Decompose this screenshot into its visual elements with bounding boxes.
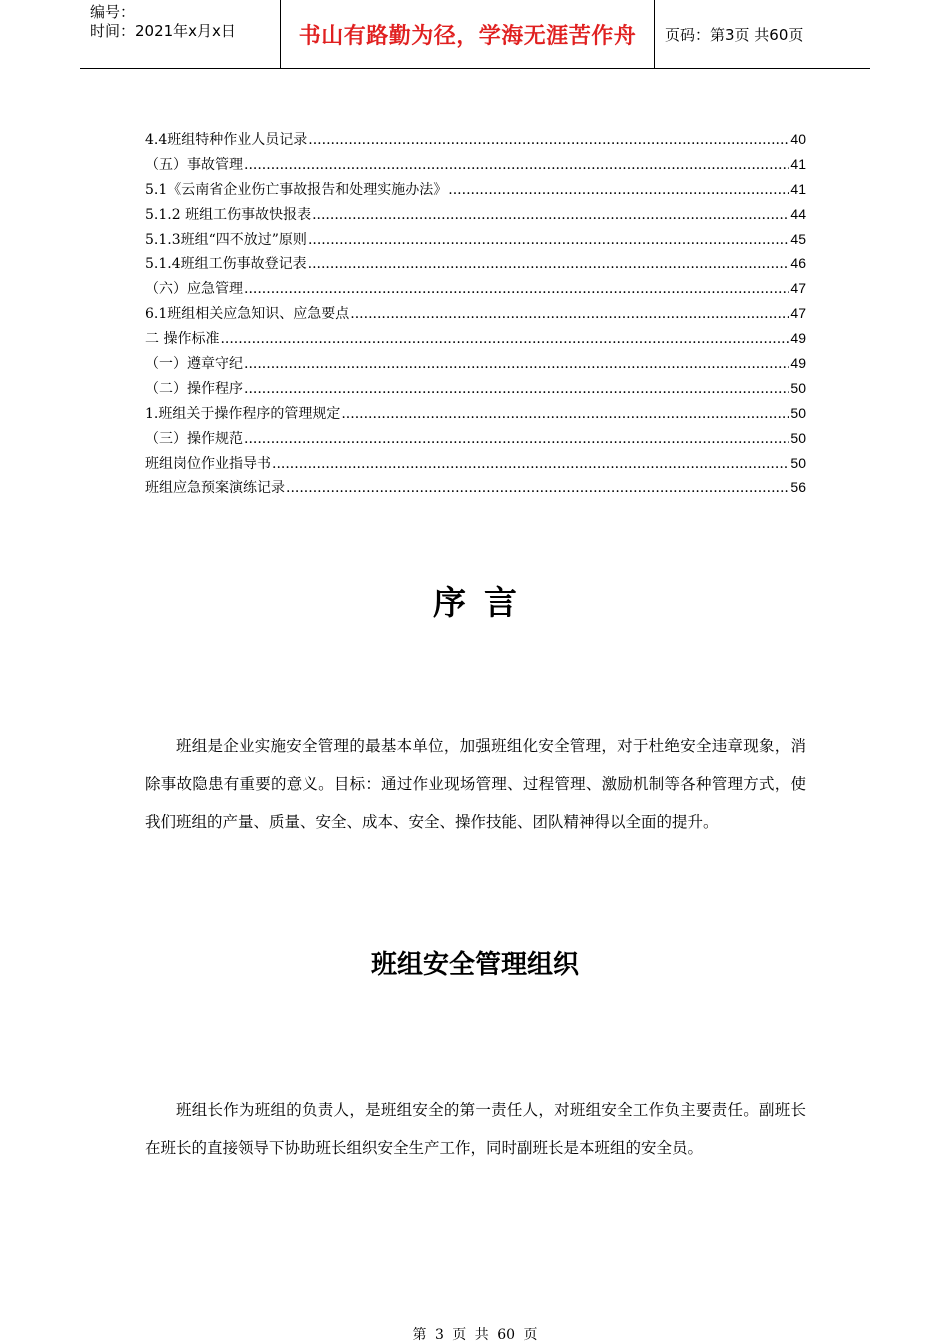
toc-entry-title: 1.班组关于操作程序的管理规定 [145, 405, 341, 422]
toc-entry[interactable] [145, 475, 806, 500]
header-meta [80, 0, 280, 68]
toc-entry-title: （三）操作规范 [145, 430, 243, 447]
toc-entry-page: 50 [790, 379, 806, 396]
toc-dot-leader [286, 476, 789, 501]
toc-entry-page: 41 [790, 155, 806, 172]
toc-entry-title: 6.1班组相关应急知识、应急要点 [145, 306, 350, 323]
toc-entry-page: 45 [790, 230, 806, 247]
toc-entry-page: 50 [790, 454, 806, 471]
organization-paragraph: 班组长作为班组的负责人，是班组安全的第一责任人，对班组安全工作负主要责任。副班长在班长的直接领导下协助班长组织安全生产工作，同时副班长是本班组的安全员。 [145, 1101, 806, 1157]
toc-dot-leader [341, 402, 789, 427]
toc-dot-leader [312, 203, 789, 228]
toc-entry-page: 41 [790, 180, 806, 197]
toc-dot-leader [308, 228, 789, 253]
toc-dot-leader [448, 178, 789, 203]
toc-dot-leader [350, 302, 789, 327]
toc-dot-leader [244, 277, 789, 302]
toc-entry[interactable] [145, 152, 806, 177]
toc-entry[interactable] [145, 351, 806, 376]
toc-entry-title: 二 操作标准 [145, 331, 220, 348]
toc-entry[interactable] [145, 251, 806, 276]
toc-entry-page: 47 [790, 305, 806, 322]
toc-entry-title: 5.1《云南省企业伤亡事故报告和处理实施办法》 [145, 181, 448, 198]
header-motto-cell [280, 0, 655, 68]
header-page-info: 页码：第3页 共60页 [665, 25, 804, 44]
document-code-label: 编号： [90, 3, 136, 21]
toc-entry-page: 40 [790, 131, 806, 147]
toc-entry-title: 班组应急预案演练记录 [145, 480, 285, 497]
toc-entry[interactable] [145, 376, 806, 401]
toc-dot-leader [308, 128, 789, 153]
preface-paragraph: 班组是企业实施安全管理的最基本单位，加强班组化安全管理，对于杜绝安全违章现象，消除事故隐患有重要的意义。目标：通过作业现场管理、过程管理、激励机制等各种管理方式，使我们班组的产量、质量、安全、成本、安全、操作技能、团队精神得以全面的提升。 [145, 737, 806, 831]
toc-entry-page: 47 [790, 280, 806, 297]
toc-entry[interactable] [145, 276, 806, 301]
toc-entry-page: 50 [790, 404, 806, 421]
organization-heading: 班组安全管理组织 [370, 950, 579, 980]
toc-entry[interactable] [145, 451, 806, 476]
toc-entry-page: 49 [790, 330, 806, 347]
header-motto: 书山有路勤为径，学海无涯苦作舟 [298, 23, 637, 49]
toc-entry-page: 50 [790, 429, 806, 446]
toc-entry-title: 4.4班组特种作业人员记录 [145, 132, 308, 148]
toc-dot-leader [308, 252, 790, 277]
toc-entry-title: （一）遵章守纪 [145, 356, 243, 373]
toc-dot-leader [220, 327, 789, 352]
document-time-label: 时间：2021年x月x日 [90, 22, 236, 40]
table-of-contents [145, 127, 806, 500]
toc-dot-leader [244, 352, 789, 377]
toc-entry[interactable] [145, 227, 806, 252]
toc-entry-title: （二）操作程序 [145, 380, 243, 397]
toc-entry-page: 56 [790, 479, 806, 496]
toc-entry[interactable] [145, 426, 806, 451]
toc-entry-page: 44 [790, 205, 806, 222]
toc-entry[interactable] [145, 301, 806, 326]
preface-heading: 序言 [433, 583, 535, 622]
toc-entry-title: 5.1.3班组“四不放过”原则 [145, 231, 307, 248]
toc-dot-leader [244, 153, 789, 178]
toc-entry-title: 5.1.2 班组工伤事故快报表 [145, 206, 312, 223]
header-page-info-cell [655, 0, 870, 68]
page-footer: 第 3 页 共 60 页 [412, 1327, 538, 1343]
toc-entry-page: 46 [790, 255, 806, 272]
toc-entry[interactable] [145, 127, 806, 152]
page-header [80, 0, 870, 69]
toc-entry[interactable] [145, 401, 806, 426]
toc-dot-leader [244, 377, 789, 402]
toc-entry[interactable] [145, 326, 806, 351]
toc-entry-title: 5.1.4班组工伤事故登记表 [145, 256, 307, 273]
toc-entry-title: （六）应急管理 [145, 281, 243, 298]
toc-entry[interactable] [145, 202, 806, 227]
toc-entry[interactable] [145, 177, 806, 202]
toc-dot-leader [244, 427, 789, 452]
toc-dot-leader [272, 452, 789, 477]
toc-entry-page: 49 [790, 355, 806, 372]
toc-entry-title: 班组岗位作业指导书 [145, 455, 271, 472]
toc-entry-title: （五）事故管理 [145, 156, 243, 173]
